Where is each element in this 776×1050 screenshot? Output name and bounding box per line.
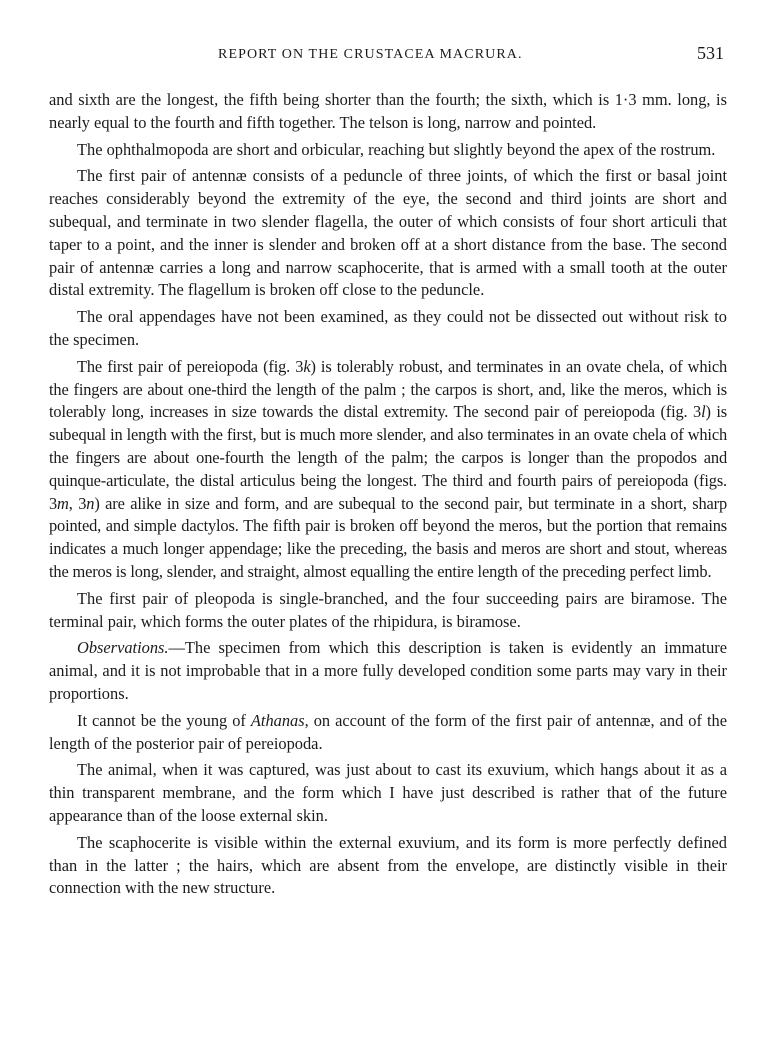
paragraph-3: The first pair of antennæ consists of a peduncle of three joints, of which the first or basal joint reaches considerably beyond the extremity of the eye, the second and third joints are short and subequal, and terminate in two slender flagella, the outer of which consists of four short articuli that taper to a point, and the inner is slender and broken off at a short distance from the base. The second pair of antennæ carries a long and narrow scaphocerite, that is armed with a small tooth at the outer distal extremity. The flagellum is broken off close to the peduncle. <box>49 166 727 300</box>
paragraph-5-text-e: ) are alike in size and form, and are subequal to the second pair, but terminate in a short, sharp pointed, and simple dactylos. The fifth pair is broken off beyond the meros, but the portion that remains indicates a much longer appendage; like the preceding, the basis and meros are short and stout, whereas the meros is long, slender, and straight, almost equalling the entire length of the preceding perfect limb. <box>49 493 728 581</box>
figure-ref-m: m <box>57 493 69 513</box>
paragraph-1: and sixth are the longest, the fifth being shorter than the fourth; the sixth, which is 1·3 mm. long, is nearly equal to the fourth and fifth together. The telson is long, narrow and pointed. <box>49 90 727 132</box>
paragraph-10: The scaphocerite is visible within the external exuvium, and its form is more perfectly defined than in the latter ; the hairs, which are absent from the envelope, are distinctly visible in their connection with the new structure. <box>49 832 727 898</box>
paragraph-8-text-b: , on account of the form of the first pair of antennæ, and of the length of the posterior pair of pereiopoda. <box>49 710 727 753</box>
paragraph-4: The oral appendages have not been examined, as they could not be dissected out without risk to the specimen. <box>49 307 727 349</box>
paragraph-5 <box>49 356 727 584</box>
paragraph-6: The first pair of pleopoda is single-branched, and the four succeeding pairs are biramose. The terminal pair, which forms the outer plates of the rhipidura, is biramose. <box>49 588 727 631</box>
paragraph-5-text-a: The first pair of pereiopoda (fig. 3 <box>77 356 304 376</box>
genus-athanas: Athanas <box>250 710 305 730</box>
paragraph-7-text: —The specimen from which this description is taken is evidently an immature animal, and it is not improbable that in a more fully developed condition some parts may vary in their proportions. <box>49 638 727 703</box>
paragraph-8-text-a: It cannot be the young of <box>77 710 251 730</box>
paragraph-2: The ophthalmopoda are short and orbicular, reaching but slightly beyond the apex of the rostrum. <box>77 139 716 159</box>
figure-ref-n: n <box>86 493 95 513</box>
page-number: 531 <box>697 43 724 63</box>
figure-ref-k: k <box>303 356 311 376</box>
figure-ref-l: l <box>701 402 706 422</box>
paragraph-5-text-b: ) is tolerably robust, and terminates in an ovate chela, of which the fingers are about one-third the length of the palm ; the carpos is short, and, like the meros, which is tolerably long, increases in size towards the distal extremity. The second pair of pereiopoda (fig. 3 <box>49 356 727 422</box>
observations-heading: Observations. <box>77 638 169 658</box>
running-title: REPORT ON THE CRUSTACEA MACRURA. <box>218 47 523 62</box>
paragraph-5-text-d: , 3 <box>68 493 87 513</box>
paragraph-7 <box>49 637 727 705</box>
body-text <box>49 89 727 900</box>
paragraph-5-text-c: ) is subequal in length with the first, but is much more slender, and also terminates in an ovate chela of which the fingers are about one-fourth the length of the palm; the carpos is longer than the propodos and quinque-articulate, the distal articulus being the longest. The third and fourth pairs of pereiopoda (figs. 3 <box>49 402 727 513</box>
paragraph-9: The animal, when it was captured, was just about to cast its exuvium, which hangs about it as a thin transparent membrane, and the form which I have just described is rather that of the future appearance than of the loose external skin. <box>49 760 727 825</box>
paragraph-8 <box>49 710 727 756</box>
